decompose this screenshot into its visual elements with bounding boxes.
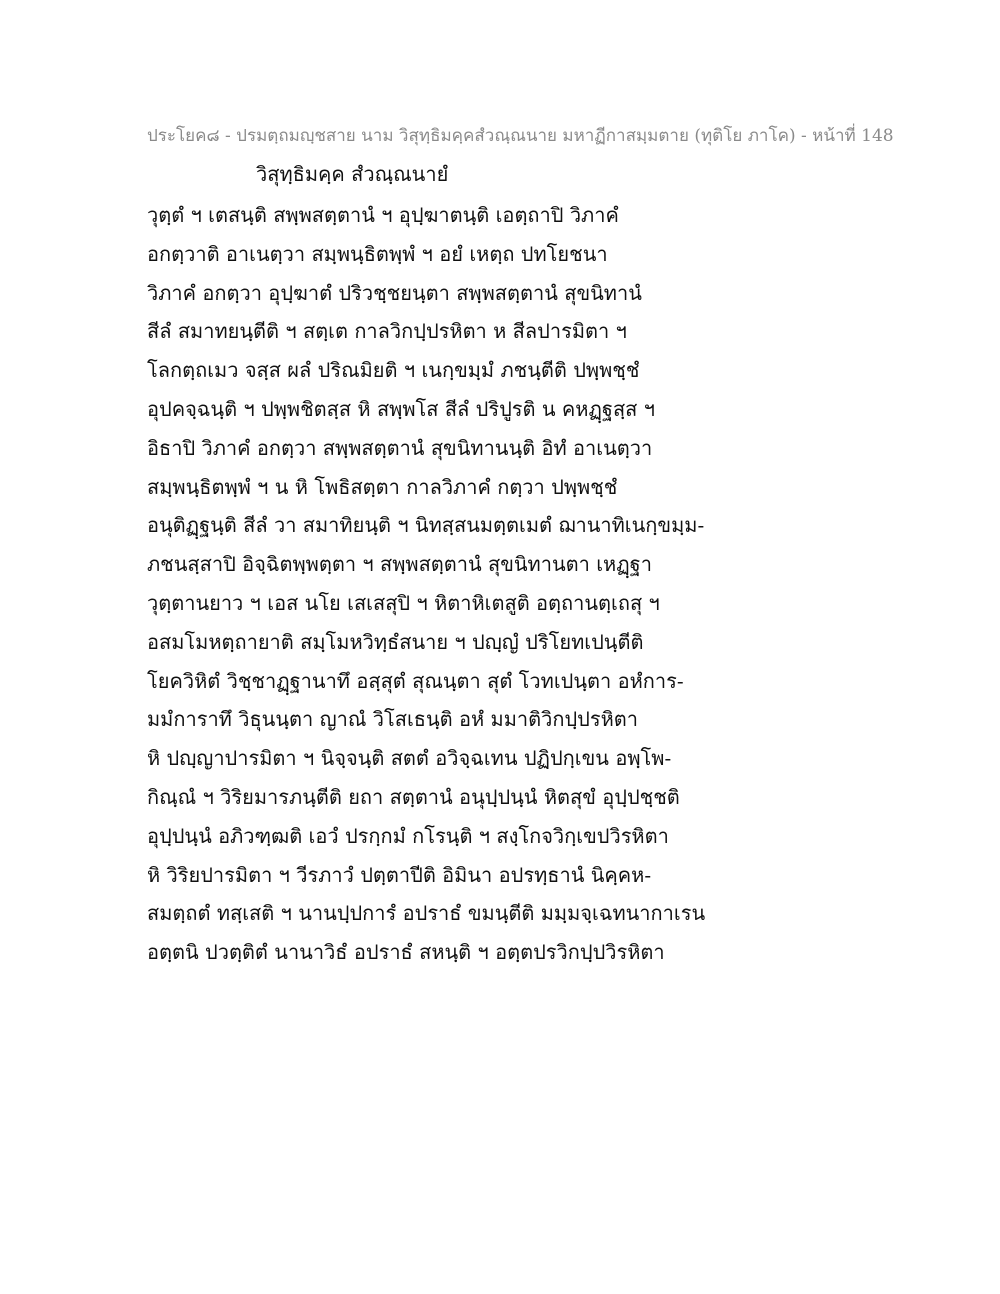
- text-line: อกตฺวาติ อาเนตฺวา สมฺพนฺธิตพฺพํ ฯ อยํ เหตฺถ ปทโยชนา: [147, 241, 608, 266]
- text-line: วิภาคํ อกตฺวา อุปฺฆาตํ ปริวชฺชยนฺตา สพฺพสตฺตานํ สุขนิทานํ: [147, 280, 642, 305]
- text-line: อุปคจฺฉนฺติ ฯ ปพฺพชิตสฺส หิ สพฺพโส สีลํ ปริปูรติ น คหฏฺฐสฺส ฯ: [147, 396, 655, 421]
- text-line: สีลํ สมาทยนฺตีติ ฯ สตฺเต กาลวิกปฺปรหิตา ห สีลปารมิตา ฯ: [147, 319, 627, 344]
- body-text: [147, 196, 867, 972]
- text-line: สมฺพนฺธิตพฺพํ ฯ น หิ โพธิสตฺตา กาลวิภาคํ กตฺวา ปพฺพชฺชํ: [147, 474, 618, 499]
- text-line: วุตฺตํ ฯ เตสนฺติ สพฺพสตฺตานํ ฯ อุปฺฆาตนฺติ เอตฺถาปิ วิภาคํ: [147, 203, 619, 227]
- text-line: โยควิหิตํ วิชฺชาฏฺฐานาทึ อสฺสุตํ สุณนฺตา สุตํ โวทเปนฺตา อหํการ-: [147, 668, 684, 693]
- text-line: หิ ปญฺญาปารมิตา ฯ นิจฺจนฺติ สตตํ อวิจฺฉเทน ปฏิปกฺเขน อพฺโพ-: [147, 746, 672, 771]
- text-line: ภชนสฺสาปิ อิจฺฉิตพฺพตฺตา ฯ สพฺพสตฺตานํ สุขนิทานตา เหฏฺฐา: [147, 552, 652, 577]
- text-line: อสมโมหตฺถายาติ สมฺโมหวิทฺธํสนาย ฯ ปญฺญํ ปริโยทเปนฺตีติ: [147, 629, 644, 654]
- section-title: วิสุทฺธิมคฺค สํวณฺณนายํ: [256, 162, 449, 186]
- text-line: อตฺตนิ ปวตฺติตํ นานาวิธํ อปราธํ สหนฺติ ฯ อตฺตปรวิกปฺปวิรหิตา: [147, 940, 665, 965]
- text-line: มมํการาทึ วิธุนนฺตา ญาณํ วิโสเธนฺติ อหํ มมาติวิกปฺปรหิตา: [147, 707, 639, 732]
- text-line: อนุติฏฺฐนฺติ สีลํ วา สมาทิยนฺติ ฯ นิทสฺสนมตฺตเมตํ ฌานาทิเนกฺขมฺม-: [147, 513, 705, 538]
- text-line: หิ วิริยปารมิตา ฯ วีรภาวํ ปตฺตาปีติ อิมินา อปรทฺธานํ นิคฺคห-: [147, 862, 652, 887]
- text-line: อุปฺปนฺนํ อภิวฑฺฒติ เอวํ ปรกฺกมํ กโรนฺติ ฯ สงฺโกจวิกฺเขปวิรหิตา: [147, 823, 669, 848]
- text-line: กิณฺณํ ฯ วิริยมารภนฺตีติ ยถา สตฺตานํ อนุปฺปนฺนํ หิตสุขํ อุปฺปชฺชติ: [147, 784, 680, 809]
- text-line: โลกตฺถเมว จสฺส ผลํ ปริณมิยติ ฯ เนกฺขมฺมํ ภชนฺตีติ ปพฺพชฺชํ: [147, 358, 640, 383]
- running-header: ประโยค๘ - ปรมตฺถมญฺชสาย นาม วิสุทฺธิมคฺคสํวณฺณนาย มหาฏีกาสมฺมตาย (ทุติโย ภาโค) - หน้าที่ 148: [147, 126, 894, 146]
- text-line: สมตฺถตํ ทสฺเสติ ฯ นานปฺปการํ อปราธํ ขมนฺตีติ มมฺมจฺเฉทนากาเรน: [147, 901, 706, 926]
- text-line: วุตฺตานยาว ฯ เอส นโย เสเสสุปิ ฯ หิตาหิเตสูติ อตฺถานตฺเถสุ ฯ: [147, 590, 660, 615]
- text-line: อิธาปิ วิภาคํ อกตฺวา สพฺพสตฺตานํ สุขนิทานนฺติ อิทํ อาเนตฺวา: [147, 435, 653, 460]
